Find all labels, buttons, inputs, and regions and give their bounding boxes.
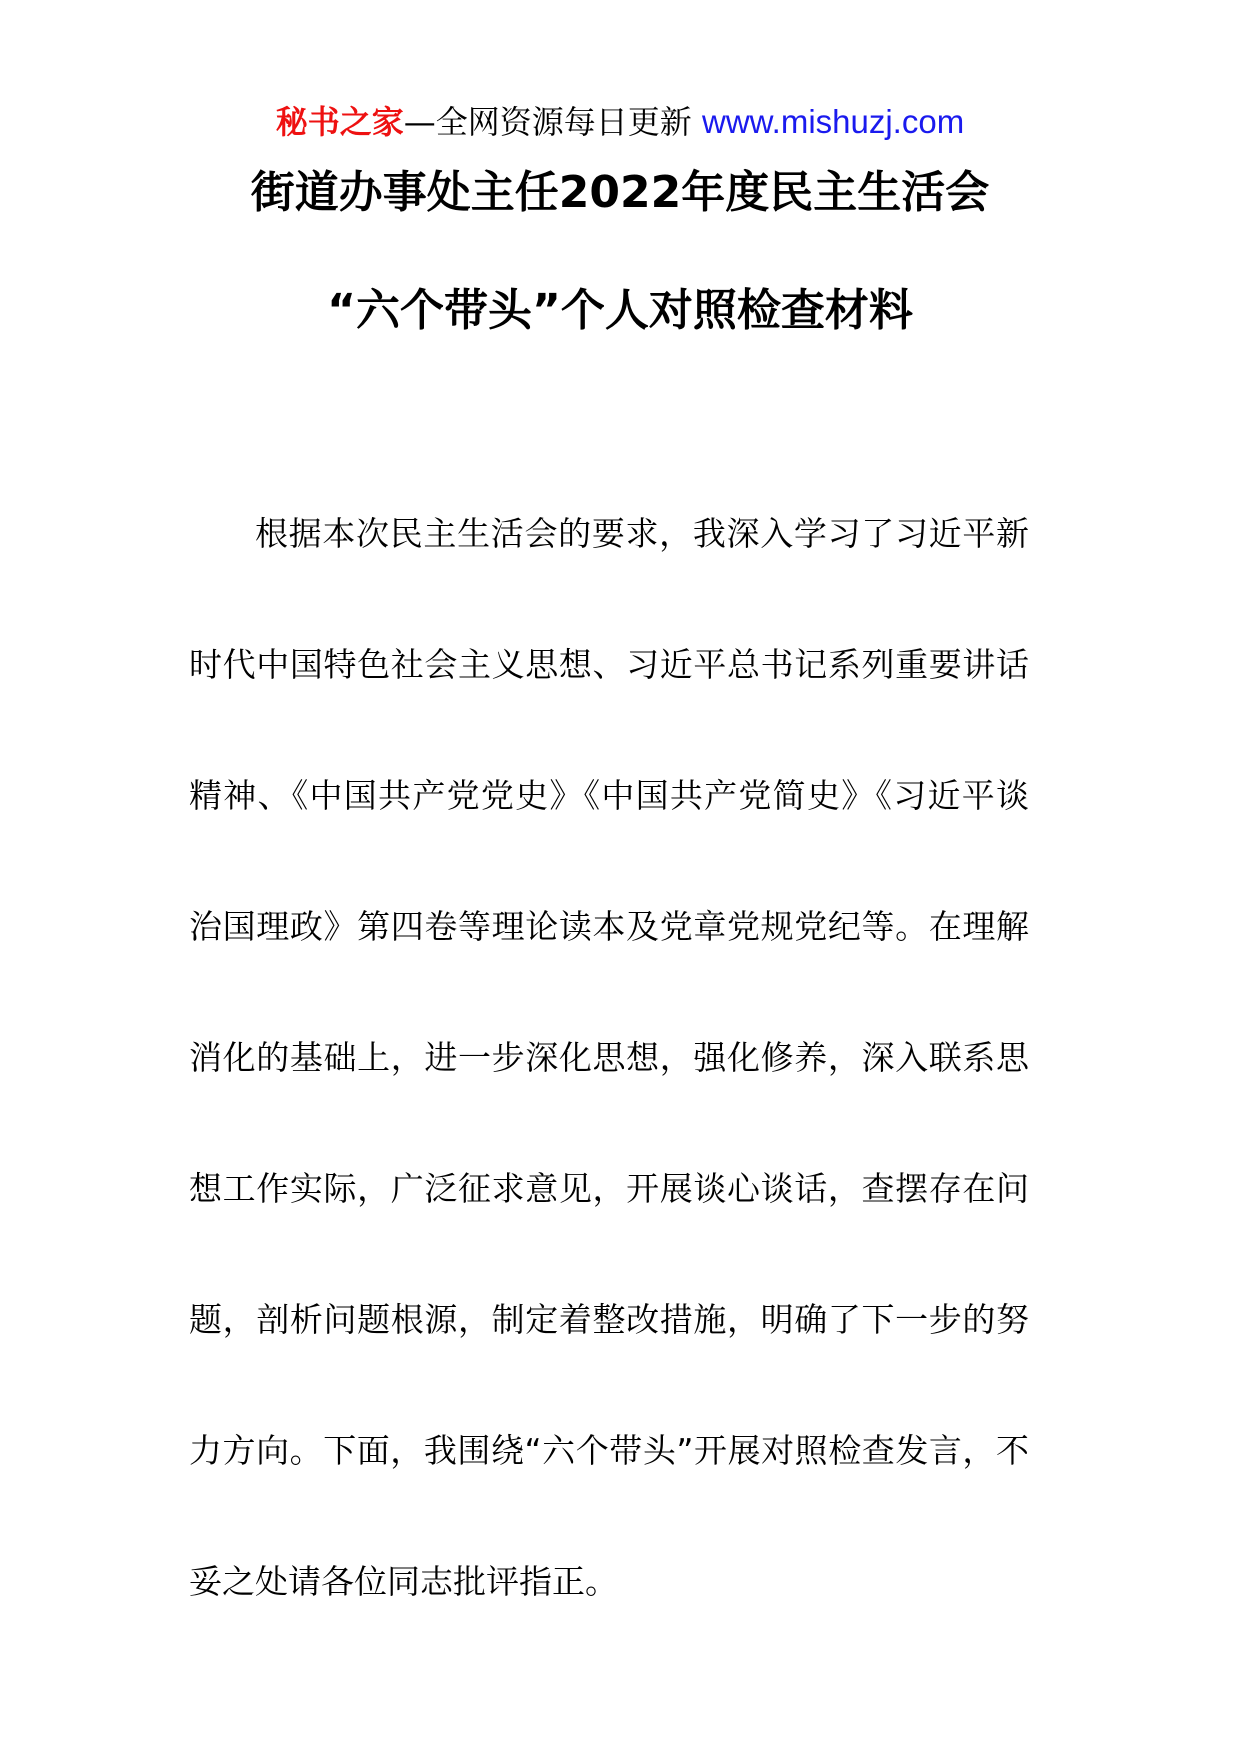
body-paragraph: 根据本次民主生活会的要求，我深入学习了习近平新时代中国特色社会主义思想、习近平总书记系列重要讲话精神、《中国共产党党史》《中国共产党简史》《习近平谈治国理政》第四卷等理论读本及党章党规党纪等。在理解消化的基础上，进一步深化思想，强化修养，深入联系思想工作实际，广泛征求意见，开展谈心谈话，查摆存在问题，剖析问题根源，制定着整改措施，明确了下一步的努力方向。下面，我围绕“六个带头”开展对照检查发言，不妥之处请各位同志批评指正。 xyxy=(189,514,1029,1601)
brand-name: 秘书之家 xyxy=(275,103,404,141)
header-tagline: —全网资源每日更新 xyxy=(403,103,702,141)
website-link[interactable]: www.mishuzj.com xyxy=(701,103,965,140)
document-title-line-2: “六个带头”个人对照检查材料 xyxy=(327,285,913,336)
site-header xyxy=(0,100,1240,144)
document-title-line-1: 街道办事处主任2022年度民主生活会 xyxy=(250,167,990,218)
